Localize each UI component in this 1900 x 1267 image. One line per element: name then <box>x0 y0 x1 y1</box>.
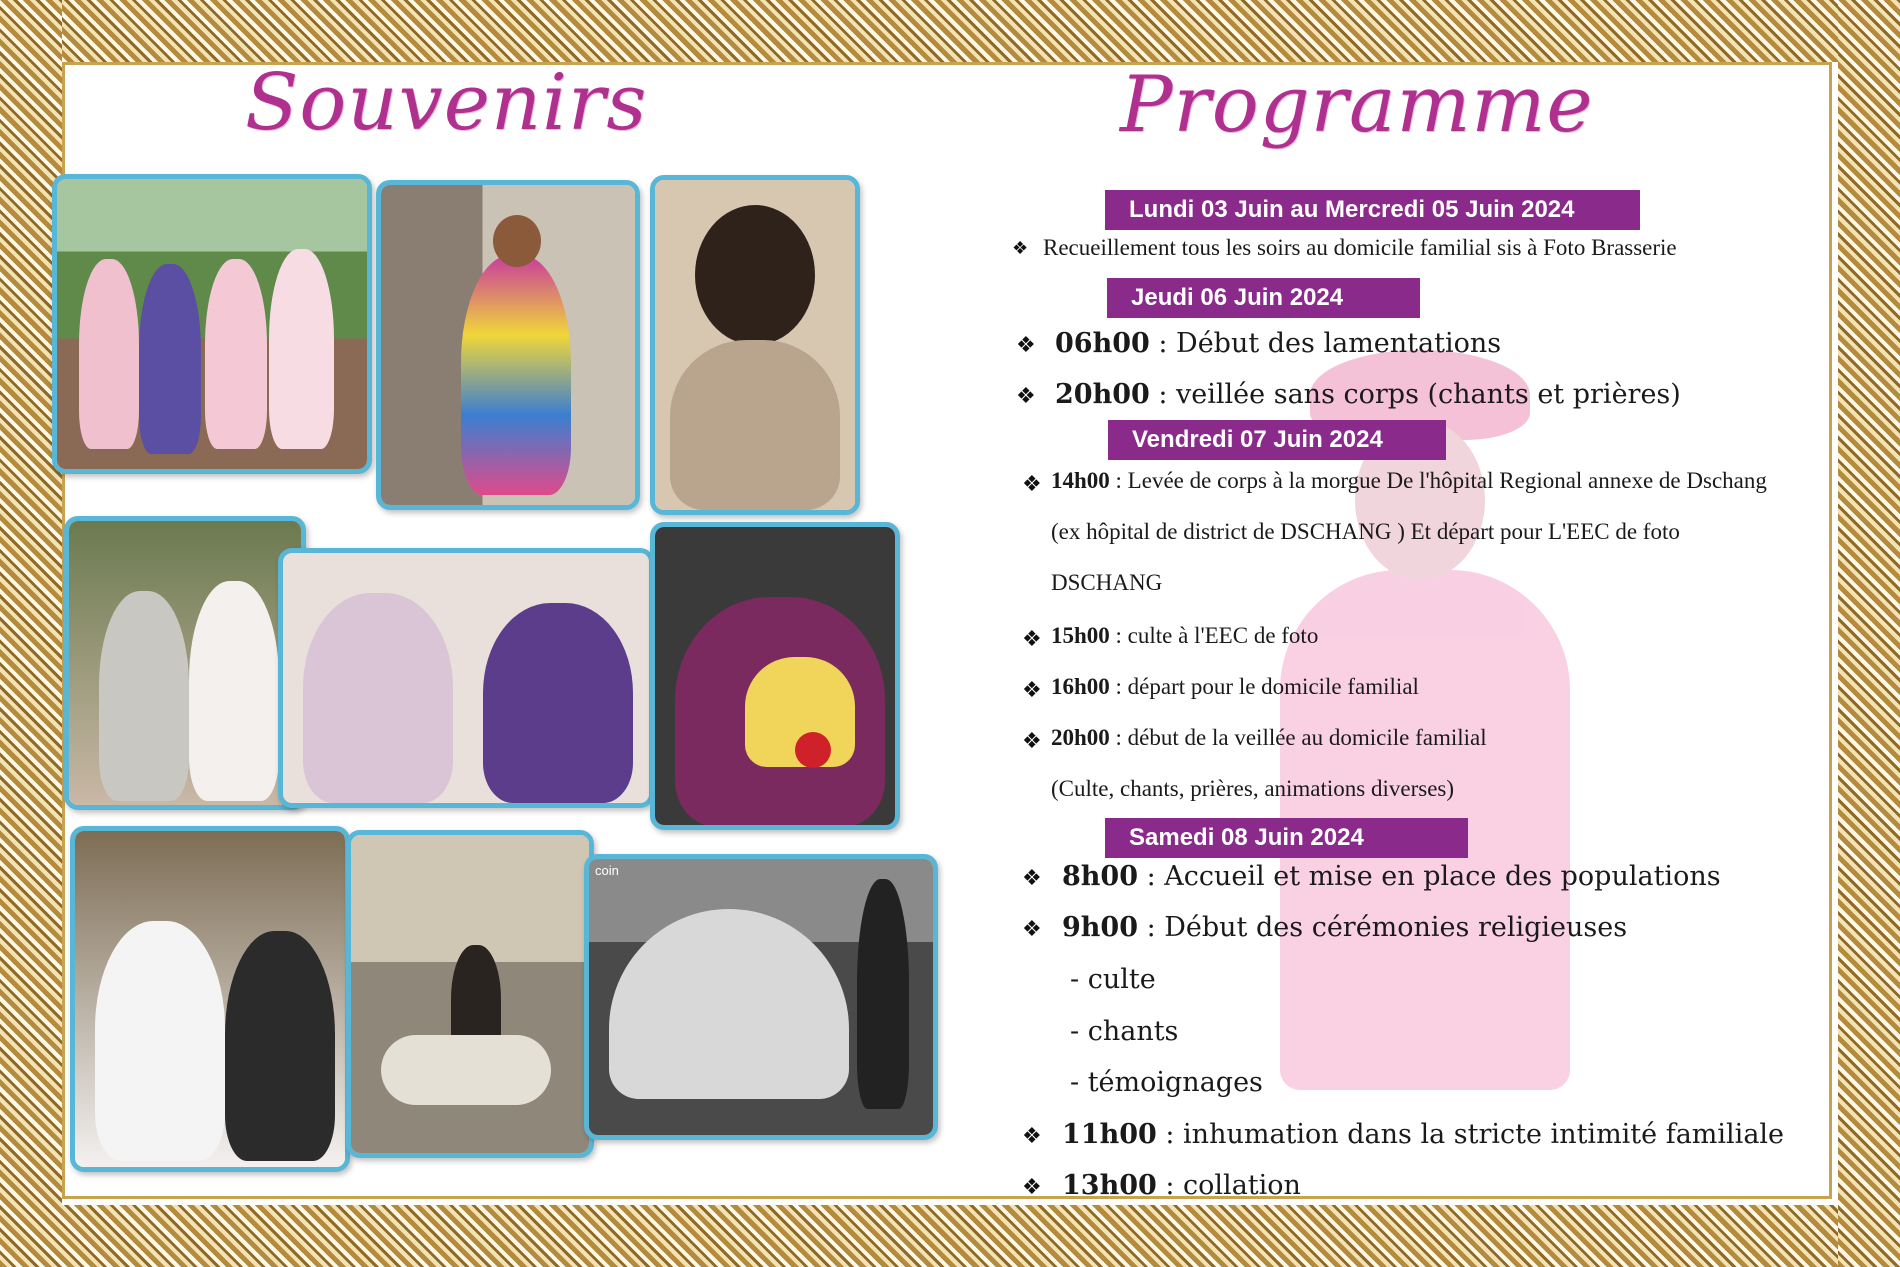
item-jeudi-2: 20h00 : veillée sans corps (chants et prières) <box>1055 379 1681 410</box>
souvenirs-title: Souvenirs <box>245 58 648 148</box>
bullet-icon: ❖ <box>1022 472 1042 497</box>
item-vendredi-4: 20h00 : début de la veillée au domicile familial <box>1051 725 1487 750</box>
item-samedi-3: 11h00 : inhumation dans la stricte intimité familiale <box>1062 1119 1785 1150</box>
gold-border-right <box>1838 0 1900 1267</box>
gold-border-bottom <box>0 1205 1900 1267</box>
photo-two-women-smiling <box>64 516 306 810</box>
banner-jeudi: Jeudi 06 Juin 2024 <box>1107 278 1420 318</box>
bullet-icon: ❖ <box>1022 866 1042 891</box>
bullet-icon: ❖ <box>1012 238 1029 259</box>
photo-caption-coin: coin <box>595 863 619 878</box>
photo-woman-doorway <box>376 180 640 510</box>
bullet-icon: ❖ <box>1022 1124 1042 1149</box>
bullet-icon: ❖ <box>1022 1175 1042 1200</box>
photo-woman-with-young-lady <box>70 826 350 1172</box>
gold-border-top <box>0 0 1900 62</box>
item-samedi-2: 9h00 : Début des cérémonies religieuses <box>1062 912 1628 943</box>
photo-greeting <box>278 548 654 808</box>
photo-beetle-car <box>584 854 938 1140</box>
photo-four-women <box>52 174 372 474</box>
item-vendredi-1-cont-2: DSCHANG <box>1051 570 1163 595</box>
banner-vendredi: Vendredi 07 Juin 2024 <box>1108 420 1446 460</box>
item-samedi-4: 13h00 : collation <box>1062 1170 1301 1201</box>
bullet-icon: ❖ <box>1016 384 1036 409</box>
item-vendredi-1-cont-1: (ex hôpital de district de DSCHANG ) Et départ pour L'EEC de foto <box>1051 519 1680 544</box>
photo-portrait-sepia <box>650 175 860 515</box>
programme-title: Programme <box>1120 60 1594 150</box>
photo-woman-with-baby <box>650 522 900 830</box>
item-vendredi-2: 15h00 : culte à l'EEC de foto <box>1051 623 1319 648</box>
bullet-icon: ❖ <box>1022 729 1042 754</box>
item-vendredi-1: 14h00 : Levée de corps à la morgue De l'hôpital Regional annexe de Dschang <box>1051 468 1767 493</box>
item-vendredi-3: 16h00 : départ pour le domicile familial <box>1051 674 1419 699</box>
item-samedi-sub-3: - témoignages <box>1070 1067 1263 1098</box>
bullet-icon: ❖ <box>1022 917 1042 942</box>
bullet-icon: ❖ <box>1016 333 1036 358</box>
item-samedi-1: 8h00 : Accueil et mise en place des populations <box>1062 861 1721 892</box>
item-vendredi-4-cont: (Culte, chants, prières, animations diverses) <box>1051 776 1455 801</box>
item-samedi-sub-2: - chants <box>1070 1016 1179 1047</box>
bullet-icon: ❖ <box>1022 678 1042 703</box>
bullet-icon: ❖ <box>1022 627 1042 652</box>
banner-lundi: Lundi 03 Juin au Mercredi 05 Juin 2024 <box>1105 190 1640 230</box>
photo-scooter-vintage <box>346 830 594 1158</box>
item-lundi: Recueillement tous les soirs au domicile familial sis à Foto Brasserie <box>1043 235 1677 260</box>
banner-samedi: Samedi 08 Juin 2024 <box>1105 818 1468 858</box>
item-samedi-sub-1: - culte <box>1070 964 1156 995</box>
item-jeudi-1: 06h00 : Début des lamentations <box>1055 328 1502 359</box>
